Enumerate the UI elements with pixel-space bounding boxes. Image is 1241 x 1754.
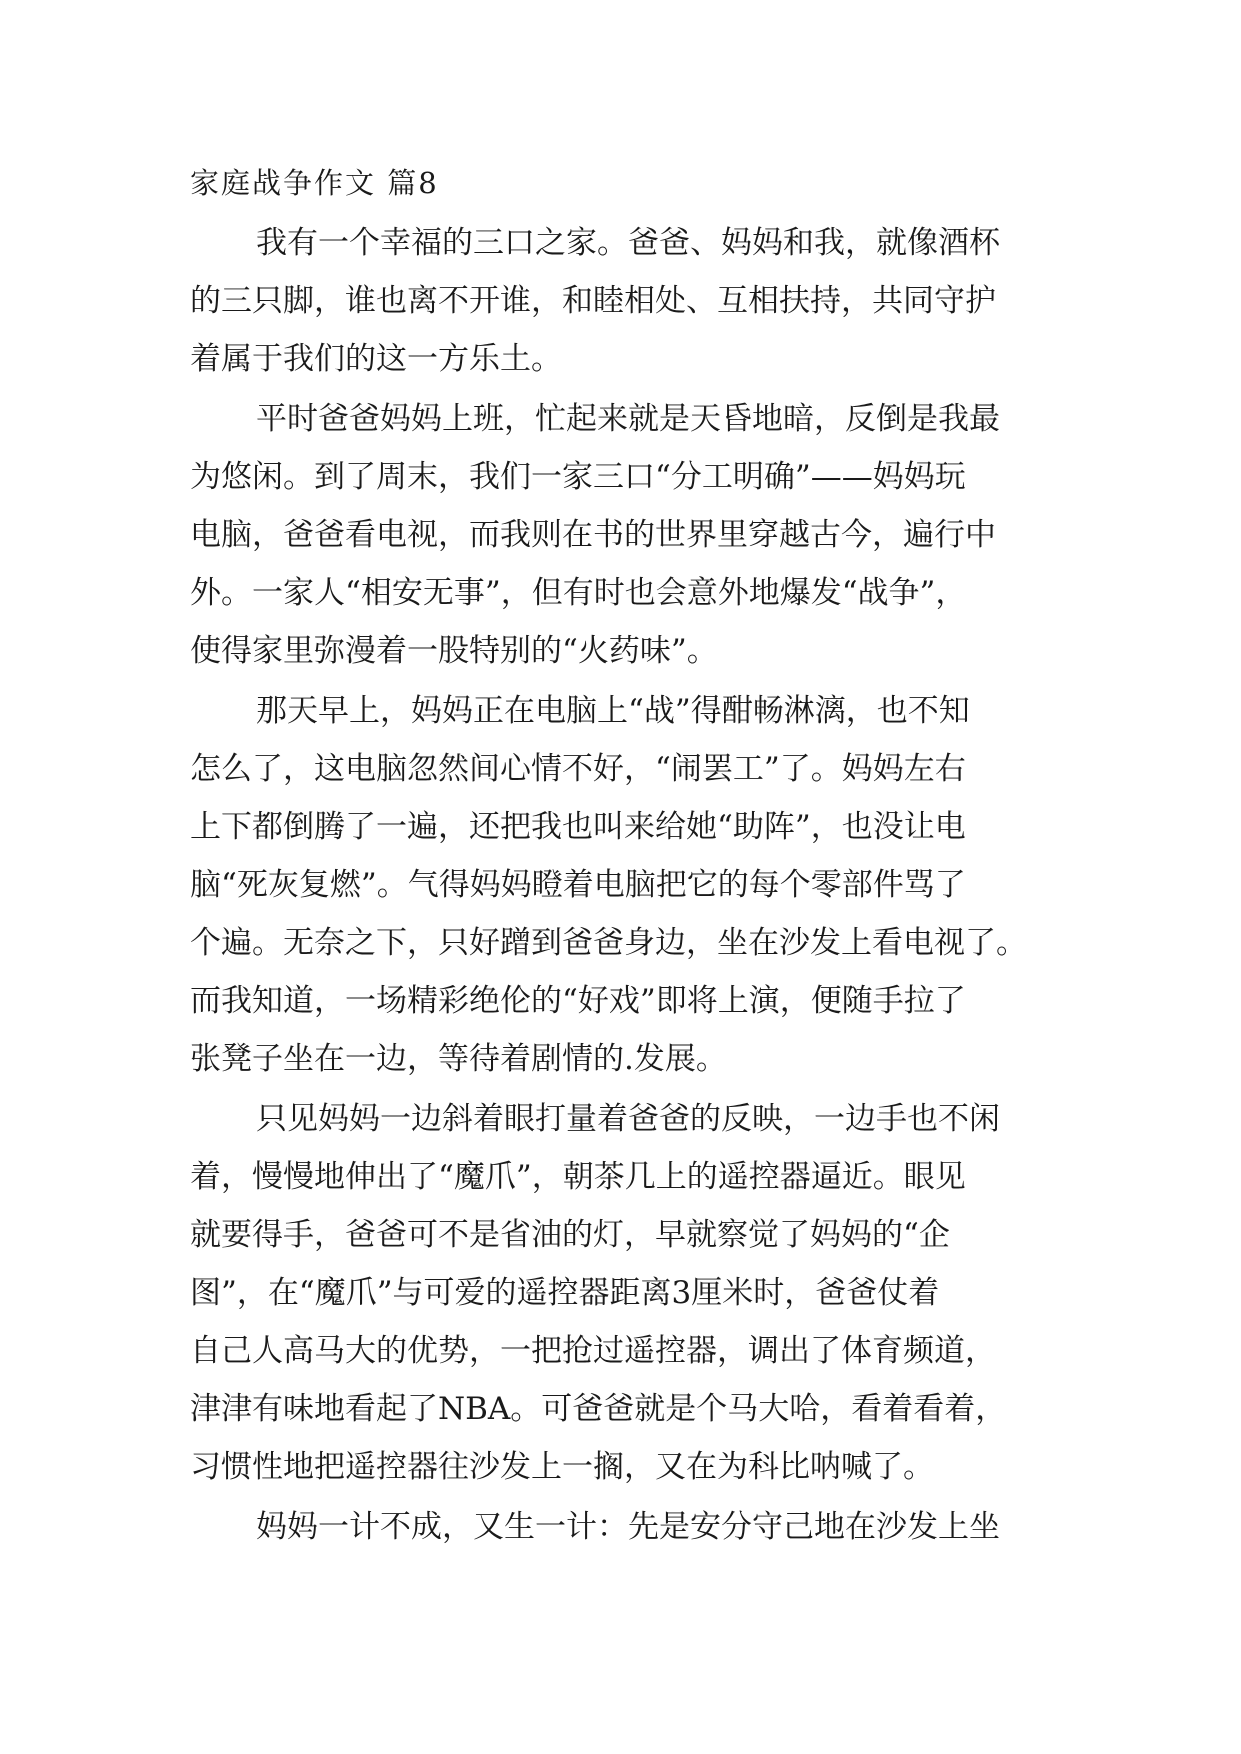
paragraph-line: 着属于我们的这一方乐土。 [190,341,562,377]
paragraph-line: 我有一个幸福的三口之家。爸爸、妈妈和我，就像酒杯 [256,225,1000,261]
paragraph-line: 着，慢慢地伸出了“魔爪”，朝茶几上的遥控器逼近。眼见 [190,1159,966,1195]
paragraph-line: 外。一家人“相安无事”，但有时也会意外地爆发“战争”， [190,575,967,611]
paragraph-line: 为悠闲。到了周末，我们一家三口“分工明确”——妈妈玩 [190,459,966,495]
paragraph-line: 就要得手，爸爸可不是省油的灯，早就察觉了妈妈的“企 [190,1217,950,1253]
paragraph-line: 只见妈妈一边斜着眼打量着爸爸的反映，一边手也不闲 [256,1101,1000,1137]
paragraph-line: 自己人高马大的优势，一把抢过遥控器，调出了体育频道， [190,1333,996,1369]
paragraph-line: 张凳子坐在一边，等待着剧情的.发展。 [190,1041,727,1077]
paragraph-line: 习惯性地把遥控器往沙发上一搁，又在为科比呐喊了。 [190,1449,934,1485]
paragraph-line: 而我知道，一场精彩绝伦的“好戏”即将上演，便随手拉了 [190,983,966,1019]
paragraph-line: 平时爸爸妈妈上班，忙起来就是天昏地暗，反倒是我最 [256,401,1000,437]
paragraph-line: 怎么了，这电脑忽然间心情不好，“闹罢工”了。妈妈左右 [190,751,966,787]
paragraph-line: 津津有味地看起了NBA。可爸爸就是个马大哈，看着看着， [190,1391,1007,1427]
paragraph-line: 的三只脚，谁也离不开谁，和睦相处、互相扶持，共同守护 [190,283,996,319]
paragraph-line: 上下都倒腾了一遍，还把我也叫来给她“助阵”，也没让电 [190,809,966,845]
document-title: 家庭战争作文 篇8 [190,166,439,200]
paragraph-line: 电脑，爸爸看电视，而我则在书的世界里穿越古今，遍行中 [190,517,996,553]
paragraph-line: 图”，在“魔爪”与可爱的遥控器距离3厘米时，爸爸仗着 [190,1275,940,1311]
paragraph-line: 那天早上，妈妈正在电脑上“战”得酣畅淋漓，也不知 [256,693,970,729]
paragraph-line: 使得家里弥漫着一股特别的“火药味”。 [190,633,718,669]
paragraph-line: 脑“死灰复燃”。气得妈妈瞪着电脑把它的每个零部件骂了 [190,867,966,903]
paragraph-line: 个遍。无奈之下，只好蹭到爸爸身边，坐在沙发上看电视了。 [190,925,1027,961]
paragraph-line: 妈妈一计不成，又生一计：先是安分守己地在沙发上坐 [256,1509,1000,1545]
